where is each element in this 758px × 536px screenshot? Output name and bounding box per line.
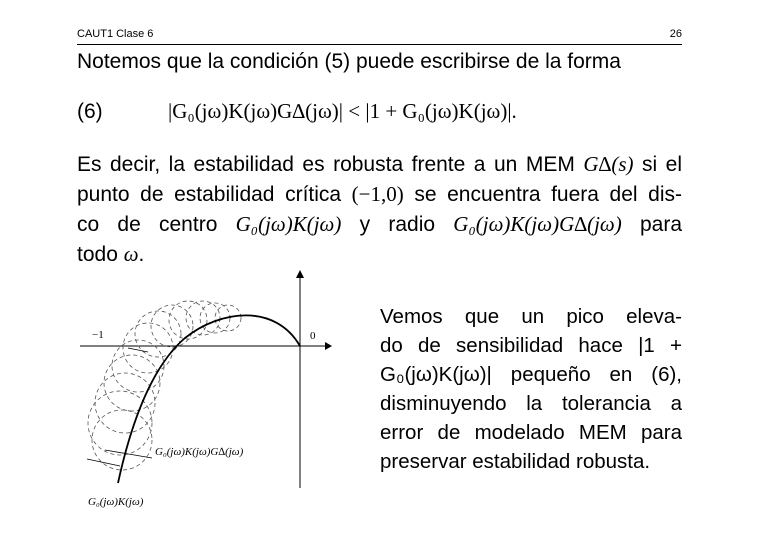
text-run: si el — [633, 153, 682, 176]
uncertainty-disc — [92, 410, 152, 470]
paragraph-line — [77, 179, 682, 209]
paragraph-line: do de sensibilidad hace |1 + — [380, 334, 682, 357]
intro-text: Notemos que la condición (5) puede escribirse de la forma — [77, 50, 621, 73]
text-run: . — [138, 243, 145, 266]
uncertainty-disc — [123, 323, 173, 373]
disc-radius-leader — [87, 459, 120, 466]
slide-header — [77, 28, 682, 40]
paragraph-line: Vemos que un pico eleva- — [380, 305, 682, 328]
math-run: G₀(jω)K(jω) — [235, 212, 342, 236]
course-label: CAUT1 Clase 6 — [77, 28, 154, 40]
text-run: se encuentra fuera del dis- — [403, 183, 682, 206]
uncertainty-disc — [112, 340, 164, 392]
main-paragraph — [77, 149, 682, 269]
math-run: ω — [123, 242, 139, 266]
paragraph-line — [77, 149, 682, 179]
text-run: punto de estabilidad crítica — [77, 183, 352, 206]
paragraph-line: preservar estabilidad robusta. — [380, 450, 651, 473]
minus-one-label: −1 — [92, 329, 104, 341]
header-rule — [77, 44, 682, 45]
paragraph-line: error de modelado MEM para — [380, 421, 682, 444]
equation-operator: < — [348, 99, 361, 123]
text-run: y radio — [341, 213, 454, 236]
disc-radius-label: G₀(jω)K(jω)G∆(jω) — [155, 446, 244, 458]
math-run: G₀(jω)K(jω)G∆(jω) — [453, 212, 622, 236]
equation — [168, 99, 517, 124]
imag-axis-arrow — [296, 270, 304, 278]
paragraph-line: disminuyendo la tolerancia a — [380, 392, 682, 415]
text-run: para — [621, 213, 682, 236]
equation-label: (6) — [77, 100, 103, 123]
math-run: (−1,0) — [351, 182, 404, 206]
curve-label: G₀(jω)K(jω) — [88, 496, 144, 508]
text-run: co de centro — [77, 213, 236, 236]
equation-rhs: |1 + G₀(jω)K(jω)|. — [365, 99, 517, 123]
uncertainty-disc — [169, 301, 207, 339]
text-run: Es decir, la estabilidad es robusta frente a un MEM — [77, 153, 584, 176]
paragraph-line: G₀(jω)K(jω)| pequeño en (6), — [380, 363, 682, 386]
right-paragraph — [380, 302, 682, 476]
uncertainty-disc — [95, 373, 155, 433]
equation-lhs: |G₀(jω)K(jω)G∆(jω)| — [168, 99, 344, 123]
origin-label: 0 — [310, 330, 316, 342]
critical-point-leader — [128, 348, 148, 352]
text-run: todo — [77, 243, 124, 266]
uncertainty-discs — [88, 301, 241, 470]
paragraph-line — [77, 209, 682, 239]
nyquist-figure — [60, 268, 350, 518]
page-number: 26 — [669, 28, 682, 40]
paragraph-line — [77, 239, 682, 269]
real-axis-arrow — [325, 342, 332, 350]
math-run: G∆(s) — [583, 152, 634, 176]
